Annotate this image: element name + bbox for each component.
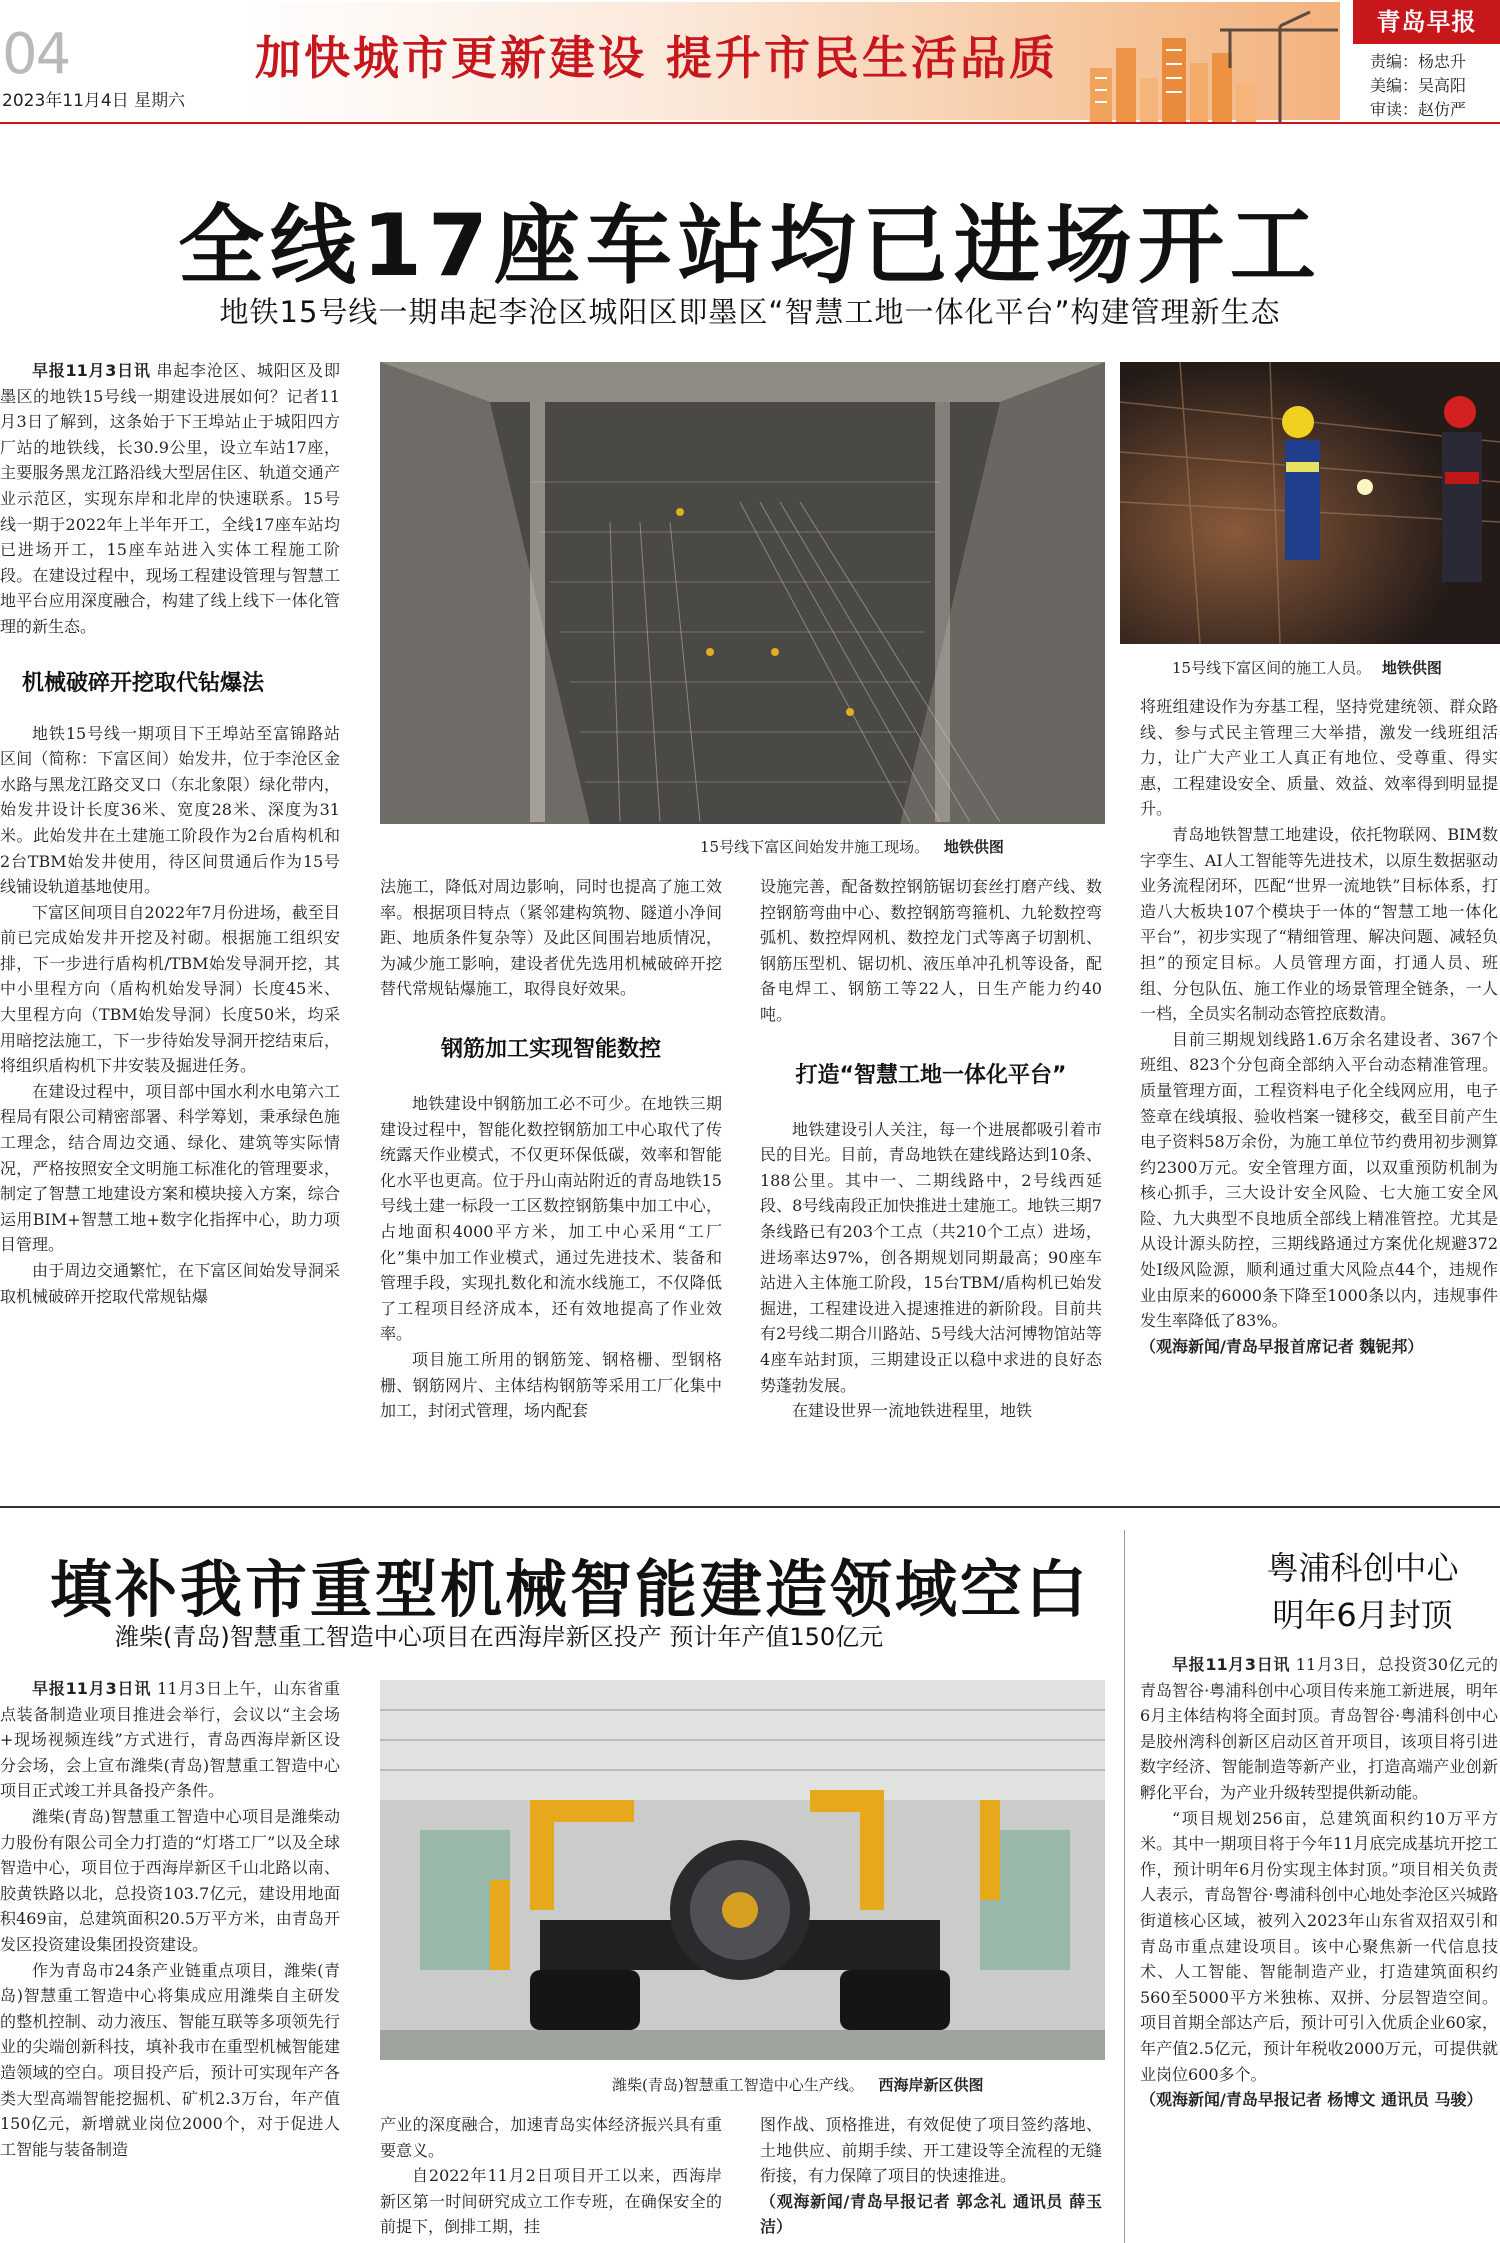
designer: 美编：吴高阳 bbox=[1370, 76, 1467, 95]
paragraph: 法施工，降低对周边影响，同时也提高了施工效率。根据项目特点（紧邻建构筑物、隧道小净间距、地质条件复杂等）及此区间围岩地质情况，为减少施工影响，建设者优先选用机械破碎开挖替代常规钻爆施工，取得良好效果。 bbox=[380, 877, 722, 999]
factory-image bbox=[380, 1680, 1105, 2060]
dateline: 早报11月3日讯 bbox=[32, 1679, 152, 1698]
page-number: 04 bbox=[2, 22, 70, 87]
article2-column-2 bbox=[380, 2112, 722, 2243]
dateline: 早报11月3日讯 bbox=[1172, 1655, 1291, 1674]
paragraph: 作为青岛市24条产业链重点项目，潍柴(青岛)智慧重工智造中心将集成应用潍柴自主研发的整机控制、动力液压、智能互联等多项领先行业的尖端创新科技，填补我市在重型机械智能建造领域的空白。项目投产后，预计可实现年产各类大型高端智能挖掘机、矿机2.3万台，年产值150亿元，新增就业岗位2000个，对于促进人工智能与装备制造 bbox=[0, 1960, 340, 2159]
article1-column-2 bbox=[380, 874, 722, 1474]
photo-factory-line bbox=[380, 1680, 1105, 2060]
column-divider bbox=[1124, 1530, 1125, 2243]
paragraph: 目前三期规划线路1.6万余名建设者、367个班组、823个分包商全部纳入平台动态精准管理。质量管理方面，工程资料电子化全线网应用，电子签章在线填报、验收档案一键移交，截至目前产生电子资料58万余份，为施工单位节约费用初步测算约2300万元。安全管理方面，以双重预防机制为核心抓手，三大设计安全风险、七大施工安全风险、九大典型不良地质全部线上精准管控。尤其是从设计源头防控，三期线路通过方案优化规避372处Ⅰ级风险源，顺利通过重大风险点44个，违规作业由原来的6000条下降至1000条以内，违规事件发生率降低了83%。 bbox=[1140, 1029, 1498, 1331]
header-divider bbox=[0, 122, 1500, 124]
article3-body bbox=[1140, 1652, 1498, 2243]
paragraph: 11月3日，总投资30亿元的青岛智谷·粤浦科创中心项目传来施工新进展，明年6月主体结构将全面封顶。青岛智谷·粤浦科创中心是胶州湾科创新区启动区首开项目，该项目将引进数字经济、智能制造等新产业，打造高端产业创新孵化平台，为产业升级转型提供新动能。 bbox=[1140, 1655, 1498, 1802]
editor: 责编：杨忠升 bbox=[1370, 52, 1467, 71]
paragraph: 地铁建设引人关注，每一个进展都吸引着市民的目光。目前，青岛地铁在建线路达到10条、188公里。其中一、二期线路中，2号线西延段、8号线南段正加快推进土建施工。地铁三期7条线路已有203个工点（共210个工点）进场，进场率达97%，创各期规划同期最高；90座车站进入主体施工阶段，15台TBM/盾构机已始发掘进，工程建设进入提速推进的新阶段。目前共有2号线二期合川路站、5号线大沽河博物馆站等4座车站封顶，三期建设正以稳中求进的良好态势蓬勃发展。 bbox=[760, 1119, 1102, 1395]
crane-skyline-illustration bbox=[1080, 8, 1340, 122]
section-heading: 打造“智慧工地一体化平台” bbox=[795, 1062, 1067, 1088]
caption-text: 15号线下富区间始发井施工现场。 bbox=[700, 838, 930, 856]
caption-text: 15号线下富区间的施工人员。 bbox=[1172, 659, 1372, 677]
photo2-caption bbox=[1172, 657, 1442, 678]
paragraph: 在建设世界一流地铁进程里，地铁 bbox=[792, 1401, 1033, 1421]
paragraph: 青岛地铁智慧工地建设，依托物联网、BIM数字孪生、AI人工智能等先进技术，以原生数据驱动业务流程闭环，匹配“世界一流地铁”目标体系，打造八大板块107个模块于一体的“智慧工地一体化平台”，初步实现了“精细管理、解决问题、减轻负担”的预定目标。人员管理方面，打通人员、班组、分包队伍、施工作业的场景管理全链条，一人一档，全员实名制动态管控底数清。 bbox=[1140, 824, 1498, 1024]
paragraph: 设施完善，配备数控钢筋锯切套丝打磨产线、数控钢筋弯曲中心、数控钢筋弯箍机、九轮数控弯弧机、数控焊网机、数控龙门式等离子切割机、钢筋压型机、锯切机、液压单冲孔机等设备，配备电焊工、钢筋工等22人，日生产能力约40吨。 bbox=[760, 877, 1102, 1024]
paragraph: 11月3日上午，山东省重点装备制造业项目推进会举行，会议以“主会场+现场视频连线”方式进行，青岛西海岸新区设分会场，会上宣布潍柴(青岛)智慧重工智造中心项目正式竣工并具备投产条件。 bbox=[0, 1679, 340, 1801]
issue-date: 2023年11月4日 星期六 bbox=[2, 91, 186, 111]
paragraph: 图作战、顶格推进，有效促使了项目签约落地、土地供应、前期手续、开工建设等全流程的无缝衔接，有力保障了项目的快速推进。 bbox=[760, 2115, 1102, 2186]
paragraph: 自2022年11月2日项目开工以来，西海岸新区第一时间研究成立工作专班，在确保安全的前提下，倒排工期，挂 bbox=[380, 2166, 722, 2237]
article3-headline bbox=[1225, 1545, 1500, 1639]
section-heading: 机械破碎开挖取代钻爆法 bbox=[22, 670, 265, 696]
paragraph: “项目规划256亩，总建筑面积约10万平方米。其中一期项目将于今年11月底完成基坑开挖工作，预计明年6月份实现主体封顶。”项目相关负责人表示，青岛智谷·粤浦科创中心地处李沧区兴城路街道核心区域，被列入2023年山东省双招双引和青岛市重点建设项目。该中心聚焦新一代信息技术、人工智能、智能制造产业，打造建筑面积约560至5000平方米独栋、双拼、分层智造空间。项目首期全部达产后，预计可引入优质企业60家，年产值2.5亿元，预计年税收2000万元，可提供就业岗位600多个。 bbox=[1140, 1808, 1498, 2084]
paragraph: 将班组建设作为夯基工程，坚持党建统领、群众路线、参与式民主管理三大举措，激发一线班组活力，让广大产业工人真正有地位、受尊重、得实惠，工程建设安全、质量、效益、效率得到明显提升。 bbox=[1140, 697, 1498, 819]
byline: （观海新闻/青岛早报记者 杨博文 通讯员 马骏） bbox=[1140, 2090, 1483, 2110]
photo1-caption bbox=[700, 836, 1004, 857]
article2-column-3 bbox=[760, 2112, 1102, 2243]
paragraph: 串起李沧区、城阳区及即墨区的地铁15号线一期建设进展如何？记者11月3日了解到，这条始于下王埠站止于城阳四方厂站的地铁线，长30.9公里，设立车站17座，主要服务黑龙江路沿线大型居住区、轨道交通产业示范区，实现东岸和北岸的快速联系。15号线一期于2022年上半年开工，全线17座车站均已进场开工，15座车站进入实体工程施工阶段。在建设过程中，现场工程建设管理与智慧工地平台应用深度融合，构建了线上线下一体化管理的新生态。 bbox=[0, 361, 340, 636]
section-banner: 加快城市更新建设 提升市民生活品质 bbox=[255, 31, 1059, 85]
article1-column-4 bbox=[1140, 694, 1498, 1474]
headline-line-2: 明年6月封顶 bbox=[1272, 1596, 1453, 1634]
paragraph: 地铁建设中钢筋加工必不可少。在地铁三期建设过程中，智能化数控钢筋加工中心取代了传统露天作业模式，不仅更环保低碳，效率和智能化水平也更高。位于丹山南站附近的青岛地铁15号线土建一标段一工区数控钢筋集中加工中心，占地面积4000平方米，加工中心采用“工厂化”集中加工作业模式，通过先进技术、装备和管理手段，实现扎数化和流水线施工，不仅降低了工程项目经济成本，还有效地提高了作业效率。 bbox=[380, 1093, 722, 1344]
photo-credit: 地铁供图 bbox=[1381, 659, 1442, 677]
byline: （观海新闻/青岛早报首席记者 魏铌邦） bbox=[1140, 1336, 1424, 1356]
newspaper-logo: 青岛早报 bbox=[1353, 0, 1500, 44]
article1-headline: 全线17座车站均已进场开工 bbox=[178, 196, 1322, 296]
photo-construction-shaft bbox=[380, 362, 1105, 824]
shaft-image bbox=[380, 362, 1105, 824]
section-heading: 钢筋加工实现智能数控 bbox=[440, 1036, 661, 1062]
paragraph: 产业的深度融合，加速青岛实体经济振兴具有重要意义。 bbox=[380, 2115, 722, 2160]
paragraph: 在建设过程中，项目部中国水利水电第六工程局有限公司精密部署、科学筹划，秉承绿色施工理念，结合周边交通、绿化、建筑等实际情况，严格按照安全文明施工标准化的管理要求，制定了智慧工地建设方案和模块接入方案，综合运用BIM+智慧工地+数字化指挥中心，助力项目管理。 bbox=[0, 1081, 340, 1255]
photo-credit: 地铁供图 bbox=[943, 838, 1004, 856]
caption-text: 潍柴(青岛)智慧重工智造中心生产线。 bbox=[612, 2076, 864, 2094]
paragraph: 由于周边交通繁忙，在下富区间始发导洞采取机械破碎开挖取代常规钻爆 bbox=[0, 1261, 340, 1306]
article1-column-1 bbox=[0, 358, 340, 1478]
byline: （观海新闻/青岛早报记者 郭念礼 通讯员 薛玉洁） bbox=[760, 2191, 1102, 2237]
paragraph: 地铁15号线一期项目下王埠站至富锦路站区间（简称：下富区间）始发井，位于李沧区金水路与黑龙江路交叉口（东北象限）绿化带内，始发井设计长度36米、宽度28米、深度为31米。此始发井在土建施工阶段作为2台盾构机和2台TBM始发井使用，待区间贯通后作为15号线铺设轨道基地使用。 bbox=[0, 723, 340, 897]
proofreader: 审读：赵仿严 bbox=[1370, 100, 1467, 119]
photo-tunnel-workers bbox=[1120, 362, 1500, 644]
photo3-caption bbox=[612, 2074, 984, 2095]
paragraph: 项目施工所用的钢筋笼、钢格栅、型钢格栅、钢筋网片、主体结构钢筋等采用工厂化集中加工，封闭式管理，场内配套 bbox=[380, 1349, 722, 1421]
headline-line-1: 粤浦科创中心 bbox=[1266, 1549, 1459, 1587]
article1-column-3 bbox=[760, 874, 1102, 1474]
article2-subheadline: 潍柴(青岛)智慧重工智造中心项目在西海岸新区投产 预计年产值150亿元 bbox=[115, 1623, 884, 1651]
article2-column-1 bbox=[0, 1676, 340, 2243]
photo-credit: 西海岸新区供图 bbox=[878, 2076, 984, 2094]
editor-credits bbox=[1370, 50, 1466, 122]
dateline: 早报11月3日讯 bbox=[32, 361, 151, 380]
paragraph: 下富区间项目自2022年7月份进场，截至目前已完成始发井开挖及衬砌。根据施工组织安排，下一步进行盾构机/TBM始发导洞开挖，其中小里程方向（盾构机始发导洞）长度45米、大里程方向（TBM始发导洞）长度50米，均采用暗挖法施工，下一步待始发导洞开挖结束后，将组织盾构机下井安装及掘进任务。 bbox=[0, 902, 340, 1076]
article2-headline: 填补我市重型机械智能建造领域空白 bbox=[50, 1553, 1091, 1626]
paragraph: 潍柴(青岛)智慧重工智造中心项目是潍柴动力股份有限公司全力打造的“灯塔工厂”以及全球智造中心，项目位于西海岸新区千山北路以南、胶黄铁路以北，总投资103.7亿元，建设用地面积469亩，总建筑面积20.5万平方米，由青岛开发区投资建设集团投资建设。 bbox=[0, 1806, 340, 1954]
workers-image bbox=[1120, 362, 1500, 644]
article1-subheadline: 地铁15号线一期串起李沧区城阳区即墨区“智慧工地一体化平台”构建管理新生态 bbox=[219, 295, 1281, 329]
article-divider bbox=[0, 1506, 1500, 1508]
